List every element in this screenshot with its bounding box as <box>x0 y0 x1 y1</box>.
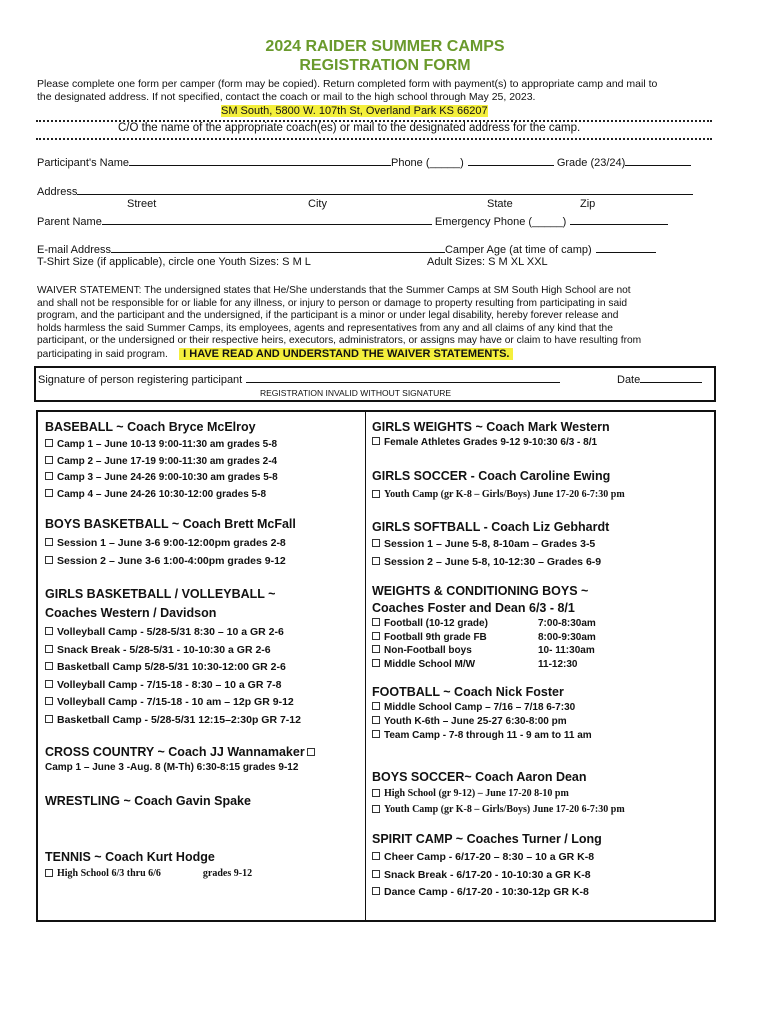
list-item[interactable]: Youth Camp (gr K-8 – Girls/Boys) June 17-20 6-7:30 pm <box>372 802 625 818</box>
state-label: State <box>487 198 513 210</box>
checkbox-icon[interactable] <box>45 456 53 464</box>
list-item[interactable]: Non-Football boys 10- 11:30am <box>372 644 662 658</box>
camps-grid <box>36 410 716 922</box>
checkbox-icon[interactable] <box>372 702 380 710</box>
boys-basketball-list <box>45 535 286 570</box>
girls-soccer-heading: GIRLS SOCCER - Coach Caroline Ewing <box>372 469 611 483</box>
list-item[interactable]: Dance Camp - 6/17-20 - 10:30-12p GR K-8 <box>372 884 594 902</box>
boys-soccer-heading: BOYS SOCCER~ Coach Aaron Dean <box>372 770 587 784</box>
girls-softball-list <box>372 536 601 571</box>
baseball-list <box>45 437 278 503</box>
girls-bb-vb-heading: GIRLS BASKETBALL / VOLLEYBALL ~ <box>45 587 276 601</box>
waiver-acknowledgement: I HAVE READ AND UNDERSTAND THE WAIVER STATEMENTS. <box>179 348 513 360</box>
signature-note: REGISTRATION INVALID WITHOUT SIGNATURE <box>260 388 452 398</box>
list-item[interactable]: Volleyball Camp - 7/15-18 - 8:30 – 10 a GR 7-8 <box>45 677 301 695</box>
list-item[interactable]: Snack Break - 6/17-20 - 10-10:30 a GR K-8 <box>372 867 594 885</box>
list-item[interactable]: Youth K-6th – June 25-27 6:30-8:00 pm <box>372 715 592 729</box>
list-item[interactable]: Session 1 – June 3-6 9:00-12:00pm grades 2-8 <box>45 535 286 553</box>
checkbox-icon[interactable] <box>45 489 53 497</box>
weights-boys-coaches: Coaches Foster and Dean 6/3 - 8/1 <box>372 601 575 615</box>
waiver-line: WAIVER STATEMENT: The undersigned states that He/She understands that the Summer Camps at SM South High School are not <box>37 285 631 296</box>
spirit-heading: SPIRIT CAMP ~ Coaches Turner / Long <box>372 832 602 846</box>
list-item[interactable]: Snack Break - 5/28-5/31 - 10-10:30 a GR 2-6 <box>45 642 301 660</box>
checkbox-icon[interactable] <box>372 805 380 813</box>
list-item[interactable]: Youth Camp (gr K-8 – Girls/Boys) June 17-20 6-7:30 pm <box>372 489 625 500</box>
date-field[interactable]: Date <box>617 371 702 386</box>
list-item[interactable]: Volleyball Camp - 7/15-18 - 10 am – 12p GR 9-12 <box>45 694 301 712</box>
city-label: City <box>308 198 327 210</box>
list-item[interactable]: Team Camp - 7-8 through 11 - 9 am to 11 am <box>372 729 592 743</box>
girls-softball-heading: GIRLS SOFTBALL - Coach Liz Gebhardt <box>372 520 610 534</box>
list-item[interactable]: Session 2 – June 5-8, 10-12:30 – Grades 6-9 <box>372 554 601 572</box>
dotted-divider-bottom <box>36 138 712 140</box>
checkbox-icon[interactable] <box>45 680 53 688</box>
girls-bb-vb-list <box>45 624 301 729</box>
checkbox-icon[interactable] <box>372 730 380 738</box>
football-heading: FOOTBALL ~ Coach Nick Foster <box>372 685 564 699</box>
list-item[interactable]: Session 1 – June 5-8, 8-10am – Grades 3-5 <box>372 536 601 554</box>
checkbox-icon[interactable] <box>372 539 380 547</box>
intro-line-1: Please complete one form per camper (form may be copied). Return completed form with payment(s) to appropriate camp and mail to <box>37 78 658 90</box>
list-item[interactable]: Camp 4 – June 24-26 10:30-12:00 grades 5-8 <box>45 487 278 504</box>
waiver-line: participant, or the undersigned or their respective heirs, executors, administrators, or assigns may have or claim to have resulting from <box>37 335 642 346</box>
checkbox-icon[interactable] <box>45 715 53 723</box>
street-label: Street <box>127 198 157 210</box>
girls-weights-heading: GIRLS WEIGHTS ~ Coach Mark Western <box>372 420 610 434</box>
checkbox-icon[interactable] <box>372 716 380 724</box>
address-field[interactable]: Address <box>37 183 693 198</box>
list-item[interactable]: Female Athletes Grades 9-12 9-10:30 6/3 - 8/1 <box>372 435 597 452</box>
participant-name-field[interactable]: Participant's Name Phone (_____) Grade (23/24) <box>37 154 691 169</box>
checkbox-icon[interactable] <box>372 632 380 640</box>
parent-name-field[interactable]: Parent Name Emergency Phone (_____) <box>37 213 668 228</box>
baseball-heading: BASEBALL ~ Coach Bryce McElroy <box>45 420 256 434</box>
signature-field[interactable]: Signature of person registering participant <box>38 371 560 386</box>
list-item[interactable]: Session 2 – June 3-6 1:00-4:00pm grades 9-12 <box>45 553 286 571</box>
checkbox-icon[interactable] <box>45 645 53 653</box>
checkbox-icon[interactable] <box>372 887 380 895</box>
list-item[interactable]: Football 9th grade FB 8:00-9:30am <box>372 631 662 645</box>
checkbox-icon[interactable] <box>307 748 315 756</box>
page-subtitle: REGISTRATION FORM <box>299 57 471 74</box>
care-of-text: C/O the name of the appropriate coach(es) or mail to the designated address for the camp. <box>118 122 581 134</box>
waiver-line: and shall not be responsible for or liable for any illness, or injury to person or damage to property resulting from participating in said <box>37 297 628 309</box>
signature-box <box>34 366 716 402</box>
checkbox-icon[interactable] <box>45 869 53 877</box>
page-title: 2024 RAIDER SUMMER CAMPS <box>265 38 505 55</box>
checkbox-icon[interactable] <box>372 645 380 653</box>
tennis-heading: TENNIS ~ Coach Kurt Hodge <box>45 850 215 864</box>
list-item[interactable]: Middle School M/W 11-12:30 <box>372 658 662 672</box>
checkbox-icon[interactable] <box>45 472 53 480</box>
waiver-statement <box>37 285 713 361</box>
cross-country-heading: CROSS COUNTRY ~ Coach JJ Wannamaker <box>45 745 319 759</box>
checkbox-icon[interactable] <box>45 538 53 546</box>
checkbox-icon[interactable] <box>372 490 380 498</box>
intro-line-2: the designated address. If not specified, contact the coach or mail to the high school through May 25, 2023. <box>37 91 536 103</box>
column-divider <box>365 412 366 920</box>
email-field[interactable]: E-mail Address Camper Age (at time of camp) <box>37 241 656 256</box>
list-item[interactable]: Basketball Camp - 5/28-5/31 12:15–2:30p GR 7-12 <box>45 712 301 730</box>
checkbox-icon[interactable] <box>45 697 53 705</box>
boys-basketball-heading: BOYS BASKETBALL ~ Coach Brett McFall <box>45 517 296 531</box>
weights-boys-list <box>372 617 662 671</box>
list-item[interactable]: Camp 2 – June 17-19 9:00-11:30 am grades 2-4 <box>45 454 278 471</box>
list-item[interactable]: Volleyball Camp - 5/28-5/31 8:30 – 10 a GR 2-6 <box>45 624 301 642</box>
checkbox-icon[interactable] <box>372 618 380 626</box>
tshirt-youth-sizes[interactable]: T-Shirt Size (if applicable), circle one Youth Sizes: S M L <box>37 256 311 268</box>
checkbox-icon[interactable] <box>45 439 53 447</box>
spirit-list <box>372 849 594 902</box>
boys-soccer-list <box>372 786 625 818</box>
wrestling-heading: WRESTLING ~ Coach Gavin Spake <box>45 794 251 808</box>
intro-text <box>37 78 737 104</box>
waiver-line-last: participating in said program. I HAVE READ AND UNDERSTAND THE WAIVER STATEMENTS. <box>37 348 713 362</box>
list-item[interactable]: Football (10-12 grade) 7:00-8:30am <box>372 617 662 631</box>
list-item[interactable]: Middle School Camp – 7/16 – 7/18 6-7:30 <box>372 701 592 715</box>
waiver-line: program, and the participant and the undersigned, if the participant is a minor or under legal disability, hereby forever release and <box>37 310 619 321</box>
checkbox-icon[interactable] <box>372 437 380 445</box>
list-item[interactable]: Camp 3 – June 24-26 9:00-10:30 am grades 5-8 <box>45 470 278 487</box>
girls-bb-vb-coaches: Coaches Western / Davidson <box>45 606 217 620</box>
football-list <box>372 701 592 743</box>
mailing-address: SM South, 5800 W. 107th St, Overland Park KS 66207 <box>221 105 488 117</box>
tshirt-adult-sizes[interactable]: Adult Sizes: S M XL XXL <box>427 256 548 268</box>
list-item[interactable]: Camp 1 – June 10-13 9:00-11:30 am grades 5-8 <box>45 437 278 454</box>
checkbox-icon[interactable] <box>372 852 380 860</box>
zip-label: Zip <box>580 198 596 210</box>
checkbox-icon[interactable] <box>372 870 380 878</box>
checkbox-icon[interactable] <box>372 789 380 797</box>
checkbox-icon[interactable] <box>372 659 380 667</box>
checkbox-icon[interactable] <box>372 557 380 565</box>
checkbox-icon[interactable] <box>45 627 53 635</box>
waiver-line: holds harmless the said Summer Camps, its employees, agents and representatives from any and all claims of any kind that the <box>37 322 613 334</box>
tennis-item[interactable]: High School 6/3 thru 6/6 grades 9-12 <box>45 868 252 879</box>
checkbox-icon[interactable] <box>45 556 53 564</box>
list-item[interactable]: Cheer Camp - 6/17-20 – 8:30 – 10 a GR K-8 <box>372 849 594 867</box>
list-item[interactable]: Basketball Camp 5/28-5/31 10:30-12:00 GR 2-6 <box>45 659 301 677</box>
cross-country-detail: Camp 1 – June 3 -Aug. 8 (M-Th) 6:30-8:15 grades 9-12 <box>45 762 299 773</box>
weights-boys-heading: WEIGHTS & CONDITIONING BOYS ~ <box>372 584 589 598</box>
list-item[interactable]: High School (gr 9-12) – June 17-20 8-10 pm <box>372 786 625 802</box>
checkbox-icon[interactable] <box>45 662 53 670</box>
